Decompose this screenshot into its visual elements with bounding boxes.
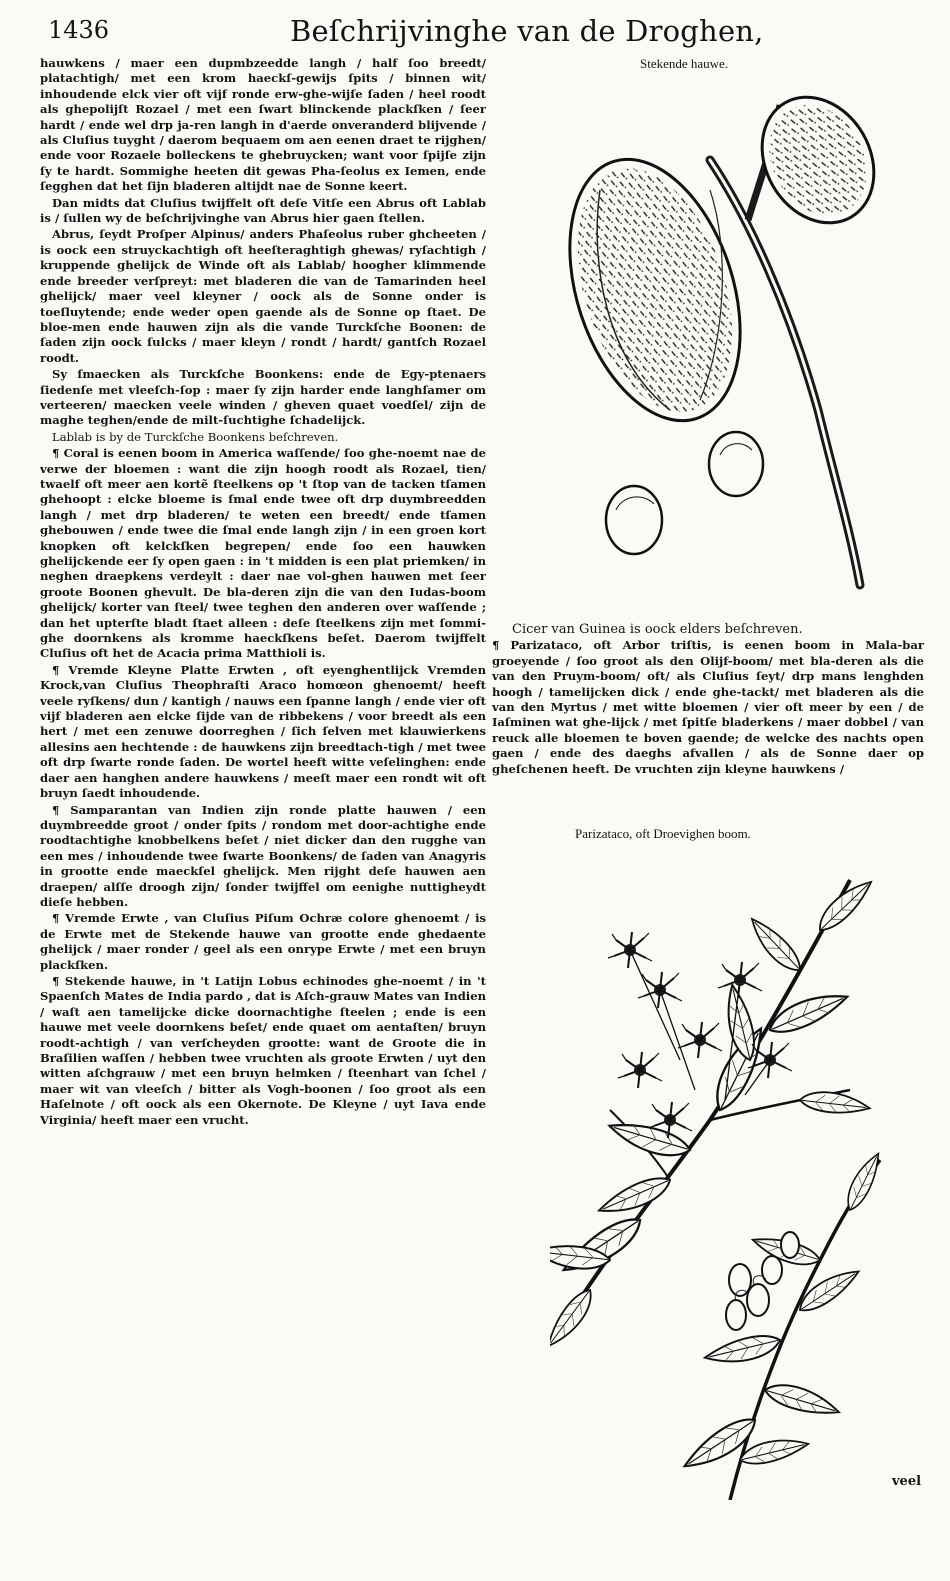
catchword: veel bbox=[892, 1474, 922, 1489]
paragraph-taste: Sy ſmaecken als Turckſche Boonkens: ende de Egy-ptenaers ſiedenſe met vleeſch-ſop : maer ſy zijn harder ende langhſamer om verteeren/ maecken veele winden / gheven quaet voedſel/ zijn de maghe teghen/ende de milt-ſuchtighe ſchadelijck. bbox=[40, 367, 486, 428]
paragraph-abrus-seed: hauwkens / maer een dupmbzeedde langh / half ſoo breedt/ platachtigh/ met een krom haeckſ-gewijs ſpits / binnen wit/ inhoudende elck vier oft vijf ronde erw-ghe-wijſe ſaden / heel roodt als ghepolijſt Rozael / met een ſwart blinckende plackſken / ſeer hardt / ende wel drp ja-ren langh in d'aerde onveranderd blijvende / als Cluſius tuyght / daerom bequaem om aen eenen draet te rijghen/ ende voor Rozaele bolleckens te ghebruycken; want voor ſpijſe zijn ſy te hardt. Sommighe heeten dit gewas Pha-ſeolus ex Iemen, ende ſegghen dat het ſijn bladeren altijdt nae de Sonne keert. bbox=[40, 56, 486, 194]
spiny-pod-woodcut bbox=[560, 80, 890, 600]
paragraph-vremde-erwte: ¶ Vremde Erwte , van Cluſius Piſum Ochræ colore ghenoemt / is de Erwte met de Stekende hauwe van grootte ende ghedaente ghelijck / maer ronder / geel als een onrype Erwte / met een bruyn plackſken. bbox=[40, 911, 486, 972]
running-head: Beſchrijvinghe van de Droghen, bbox=[290, 14, 764, 48]
paragraph-abrus: Abrus, ſeydt Proſper Alpinus/ anders Phaſeolus ruber ghcheeten / is oock een struyckachtigh oft heeſteraghtigh ghewas/ ryſachtigh / kruppende ghelijck de Winde oft als Lablab/ hoogher klimmende ende breeder verſpreyt: met bladeren die van de Tamarinden heel ghelijck/ maer veel kleyner / oock als de Sonne onder is toeſluytende; ende weder open gaende als de Sonne op ſtaet. De bloe-men ende hauwen zijn als die vande Turckſche Boonen: de ſaden zijn oock ſulcks / maer kleyn / rondt / hardt/ gantſch Rozael roodt. bbox=[40, 227, 486, 365]
paragraph-clusius-doubt: Dan midts dat Cluſius twijffelt oft deſe Vitſe een Abrus oft Lablab is / ſullen wy de beſchrijvinghe van Abrus hier gaen ſtellen. bbox=[40, 195, 486, 226]
parizataco-branch-woodcut bbox=[550, 860, 910, 1500]
paragraph-vremde-platte-erwten: ¶ Vremde Kleyne Platte Erwten , oft eyenghentlijck Vremden Krock,van Cluſius Theophraſti Araco homœon ghenoemt/ heeft veele ryſkens/ dun / kantigh / nauws een ſpanne langh / ende vier oft vijf bladeren aen elcke ſijde van de ribbekens / voor breedt als een hert / met een zenuwe doorreghen / ſich ſelven met klauwierkens allesins aen hechtende : de hauwkens zijn breedtach-tigh / met twee oft drp ſwarte ronde ſaden. De wortel heeft witte veſelinghen: ende daer aen hanghen andere hauwkens / meeſt maer een rondt wit oft bruyn ſaedt inhoudende. bbox=[40, 662, 486, 801]
small-pod bbox=[740, 80, 890, 243]
plant-figure-caption: Parizataco, oft Droevighen boom. bbox=[575, 826, 751, 841]
right-text-column bbox=[492, 622, 924, 778]
paragraph-samparantan: ¶ Samparantan van Indien zijn ronde platte hauwen / een duymbreedde groot / onder ſpits / rondom met door-achtighe ende roodtachtighe knobbelkens beſet / niet dicker dan den rugghe van een mes / inhoudende twee ſwarte Boonkens/ de ſaden van Anagyris in grootte ende maeckſel ghelijck. Men rijght deſe hauwen aen draepen/ alſſe droogh zijn/ ſonder twijffel om eenighe nuttigheydt dieſe hebben. bbox=[40, 802, 486, 909]
paragraph-lablab: Lablab is by de Turckſche Boonkens beſchreven. bbox=[52, 429, 339, 444]
left-text-column bbox=[40, 56, 486, 1476]
large-pod bbox=[560, 138, 771, 443]
paragraph-parizataco: ¶ Parizataco, oft Arbor triſtis, is eenen boom in Mala-bar groeyende / ſoo groot als den Olijf-boom/ met bla-deren als die van den Pruym-boom/ oft/ als Cluſius ſeyt/ drp mans lenghden hoogh / tamelijcken dick / ende ghe-tackt/ met bladeren als die van den Myrtus / met witte bloemen / vier oft meer by een / de Iaſminen wat ghe-lijck / met ſpitſe bladerkens / maer dobbel / van reuck alle bloemen te boven gaende; de welcke des nachts open gaen / ende des daeghs afvallen / als de Sonne daer op gheſchenen heeft. De vruchten zijn kleyne hauwkens / bbox=[492, 638, 924, 776]
paragraph-coral: ¶ Coral is eenen boom in America waſſende/ ſoo ghe-noemt nae de verwe der bloemen : want die zijn hoogh roodt als Rozael, tien/ twaelf oft meer aen kortẽ ſteelkens op 't ſtop van de tacken tſamen ghehoopt : elcke bloeme is ſmal ende twee oft drp duymbreedden langh / met drp bladeren/ te weten een breedt/ ende tſamen ghebouwen / ende twee die ſmal ende langh zijn / in een groen kort knopken oft kelckſken begrepen/ ende ſoo een hauwken ghelijckende eer ſy open gaen : in 't midden is een plat priemken/ in neghen draepkens verdeylt : daer nae vol-ghen hauwen met ſeer groote Boonen ghevult. De bla-deren zijn die van den Iudas-boom ghelijck/ korter van ſteel/ twee teghen den anderen over waſſende ; dan het upterſte bladt ſtaet alleen : deſe ſteelkens zijn met ſommi-ghe doornkens als kromme haeckſkens beſet. Daerom twijffelt Cluſius oft het de Acacia prima Matthioli is. bbox=[40, 446, 486, 661]
pod-figure-caption: Stekende hauwe. bbox=[640, 56, 729, 71]
paragraph-cicer-guinea: Cicer van Guinea is oock elders beſchreven. bbox=[512, 622, 803, 637]
page-header bbox=[20, 12, 930, 52]
page-number: 1436 bbox=[48, 16, 110, 44]
seeds bbox=[606, 432, 763, 554]
paragraph-stekende-hauwe: ¶ Stekende hauwe, in 't Latijn Lobus echinodes ghe-noemt / in 't Spaenſch Mates de India pardo , dat is Aſch-grauw Mates van Indien / waſt aen tamelijcke dicke doornachtighe ſteelen ; ende is een hauwe met veele doornkens beſet/ ende quaet om aentaſten/ bruyn roodt-achtigh / van verſcheyden grootte: want de Groote die in Braſilien waſſen / hebben twee vruchten als groote Erwten / uyt den witten aſchgrauw / met een bruyn helmken / ſteenhart van ſchel / maer wit van vleeſch / bitter als Vogh-boonen / ſoo groot als een Haſelnote / oft oock als een Okernote. De Kleyne / uyt Iava ende Virginia/ heeft maer een vrucht. bbox=[40, 973, 486, 1127]
